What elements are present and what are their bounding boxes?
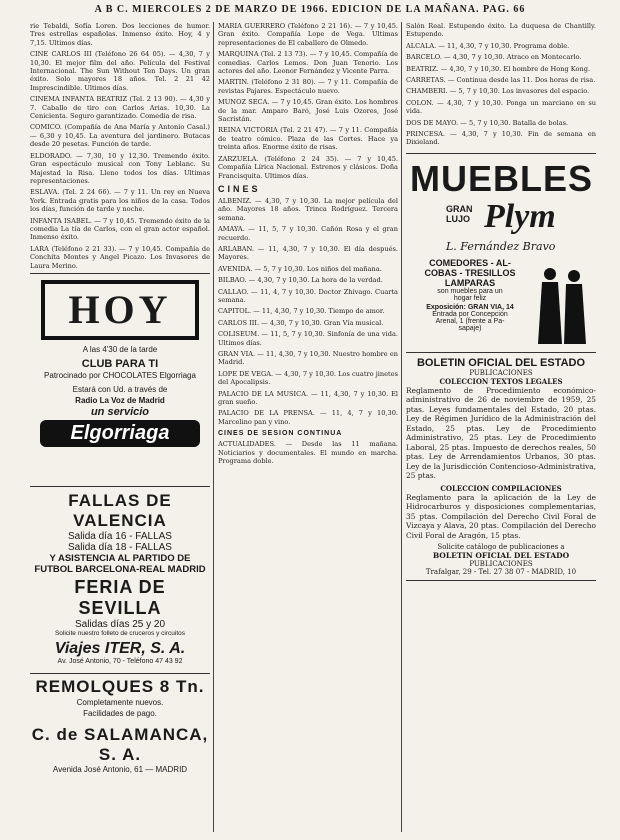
- plym-logo: Plym: [484, 197, 556, 235]
- cine-listing: ALBENIZ. — 4,30, 7 y 10,30. La mejor película del año. Mayores 18 años. Trinca Rodríguez. Tercera semana.: [218, 196, 398, 222]
- cine-listing: PALACIO DE LA MUSICA. — 11, 4,30, 7 y 10,30. El gran sueño.: [218, 389, 398, 407]
- muebles-advertisement: [406, 153, 596, 353]
- listing-paragraph: DOS DE MAYO. — 5, 7 y 10,30. Batalla de bolas.: [406, 118, 569, 127]
- listing-paragraph: CINE CARLOS III (Teléfono 26 64 05). — 4,30, 7 y 10,30. El mejor film del año. Película del Festival Internacional. The Sun Without Ten Days. Un gran éxito. Solo mayores 18 años. Tel. 2 21 42 Imprescindible. Ultimos días.: [30, 50, 210, 92]
- listing-paragraph: ESLAVA. (Tel. 2 24 66). — 7 y 11. Un rey en Nueva York. Entrada gratis para los niños de la casa. Todos los días, función de tarde y noche.: [30, 188, 210, 214]
- remolques-line: Facilidades de pago.: [83, 708, 157, 718]
- cine-listing: CARLOS III. — 4,30, 7 y 10,30. Gran Vía musical.: [218, 318, 384, 327]
- continua-listing: ACTUALIDADES. — Desde las 11 mañana. Noticiarios y documentales. El mundo en marcha. Programa doble.: [218, 440, 398, 466]
- continua-heading: CINES DE SESION CONTINUA: [218, 430, 343, 438]
- listing-paragraph: INFANTA ISABEL. — 7 y 10,45. Tremendo éxito de la comedia La tía de Carlos, con el gran actor español. Inmenso éxito.: [30, 216, 210, 242]
- muebles-sepaje: sapaje): [458, 324, 482, 332]
- muebles-expo: Exposición: GRAN VIA, 14: [426, 303, 514, 311]
- cine-listing: ARLABAN. — 11, 4,30, 7 y 10,30. El día después. Mayores.: [218, 244, 398, 262]
- hoy-time: A las 4'30 de la tarde: [82, 344, 158, 354]
- hoy-service: un servicio: [90, 405, 150, 418]
- cine-listing: PALACIO DE LA PRENSA. — 11, 4, 7 y 10,30. Marcelino pan y vino.: [218, 409, 398, 426]
- fallas-line: Y ASISTENCIA AL PARTIDO DE: [49, 552, 191, 564]
- muebles-entrada: Entrada por Concepción: [432, 310, 508, 318]
- listing-paragraph: MARTIN. (Teléfono 2 31 80). — 7 y 11. Compañía de revistas Pajares. Espectáculo nuevo.: [218, 78, 398, 95]
- muebles-line: son muebles para un: [437, 287, 503, 295]
- listing-paragraph: REINA VICTORIA (Tel. 2 21 47). — 7 y 11. Compañía de teatro cómico. Plaza de las Cortes. Hace ya treinta años. Enorme éxito de risas.: [218, 126, 398, 152]
- fallas-advertisement: [30, 486, 210, 673]
- salamanca-address: Avenida José Antonio, 61 — MADRID: [52, 764, 188, 774]
- muebles-line: COBAS - TRESILLOS: [424, 267, 516, 278]
- fallas-title: FALLAS DE VALENCIA: [68, 490, 172, 530]
- column-rule: [401, 22, 402, 832]
- listing-paragraph: CARRETAS. — Continua desde las 11. Dos horas de risa.: [406, 76, 596, 85]
- listing-paragraph: rie Tebaldi, Sofía Loren. Dos lecciones de humor. Tres estrellas españolas. Inmenso éxito. Hoy, 4 y 7,15. Ultimos días.: [30, 22, 210, 47]
- boletin-footer: BOLETIN OFICIAL DEL ESTADO: [432, 551, 570, 561]
- remolques-title: REMOLQUES 8 Tn.: [35, 676, 205, 696]
- listing-paragraph: ZARZUELA. (Teléfono 2 24 35). — 7 y 10,45. Compañía Lírica Nacional. Estrenos y clásicos. Doña Francisquita. Ultimos días.: [218, 154, 398, 180]
- column-1: [30, 22, 210, 832]
- column-3: [406, 22, 596, 832]
- elgorriaga-logo: Elgorriaga: [40, 420, 200, 447]
- listing-paragraph: CINEMA INFANTA BEATRIZ (Tel. 2 13 90). — 4,30 y 7. Caballo de tiro con Carlos Arias. 10,30. La Cenicienta. Seguro garantizado. Comedia de risa.: [30, 95, 210, 121]
- fallas-line: Salida día 18 - FALLAS: [68, 541, 172, 553]
- listing-paragraph: Salón Real. Estupendo éxito. La duquesa de Chantilly. Estupendo.: [406, 22, 596, 39]
- muebles-gran: GRAN: [446, 203, 473, 214]
- muebles-lujo: LUJO: [446, 213, 471, 224]
- cines-heading: CINES: [218, 183, 261, 194]
- listing-paragraph: BEATRIZ. — 4,30, 7 y 10,30. El hombre de Hong Kong.: [406, 64, 591, 73]
- cine-listing: CALLAO. — 11, 4, 7 y 10,30. Doctor Zhivago. Cuarta semana.: [218, 287, 398, 304]
- remolques-line: Completamente nuevos.: [76, 697, 164, 707]
- muebles-line: COMEDORES - AL-: [429, 257, 511, 268]
- cine-listing: AMAYA. — 11, 5, 7 y 10,30. Cañón Rosa y el gran recuerdo.: [218, 225, 398, 242]
- cine-listing: GRAN VIA. — 11, 4,30, 7 y 10,30. Nuestro hombre en Madrid.: [218, 350, 398, 367]
- cine-listing: LOPE DE VEGA. — 4,30, 7 y 10,30. Los cuatro jinetes del Apocalipsis.: [218, 369, 398, 387]
- couple-illustration: [534, 264, 592, 348]
- listing-paragraph: PRINCESA. — 4,30, 7 y 10,30. Fin de semana en Dixieland.: [406, 130, 596, 147]
- cine-listing: CAPITOL. — 11, 4,30, 7 y 10,30. Tiempo de amor.: [218, 307, 385, 316]
- listing-paragraph: CHAMBERI. — 5, 7 y 10,30. Los invasores del espacio.: [406, 87, 590, 96]
- boletin-body: Reglamento de Procedimiento económico-administrativo de 26 de noviembre de 1959, 25 ptas. Leyes fundamentales del Estado, 20 ptas. Ley de Régimen Jurídico de la Administración del Estado, 25 ptas. Ley de Procedimiento Administrativo, 25 ptas. Ley de Procedimiento Laboral, 25 ptas. Impuesto de derechos reales, 50 ptas. Ley de Arrendamientos Urbanos, 30 ptas. Ley de la Jurisdicción Contencioso-Administrativa, 25 ptas.: [406, 385, 596, 481]
- hoy-line: Estará con Ud. a través de: [72, 384, 168, 394]
- boletin-pub2: PUBLICACIONES: [469, 560, 533, 569]
- listing-paragraph: ELDORADO. — 7,30, 10 y 12,30. Tremendo éxito. Gran espectáculo musical con Tony Leblanc. Su Majestad la Risa. Lleno todos los días. Ultimas representaciones.: [30, 151, 210, 185]
- feria-solicite: Solicite nuestro folleto de cruceros y circuitos: [54, 629, 186, 637]
- viajes-iter-address: Av. José Antonio, 70 - Teléfono 47 43 92: [57, 657, 183, 665]
- listing-paragraph: MUNOZ SECA. — 7 y 10,45. Gran éxito. Los hombres de la mar. Amparo Baró, José Luis Ozores, José Sacristán.: [218, 98, 398, 124]
- muebles-line: hogar feliz: [453, 294, 487, 302]
- column-rule: [213, 22, 214, 832]
- fallas-line: Salida día 16 - FALLAS: [68, 530, 172, 542]
- page-header: A B C. MIERCOLES 2 DE MARZO DE 1966. EDICION DE LA MAÑANA. PAG. 66: [94, 4, 526, 15]
- boletin-advertisement: [406, 357, 596, 582]
- boletin-solicite: Solicite catálogo de publicaciones a: [437, 543, 565, 552]
- remolques-advertisement: [30, 673, 210, 784]
- viajes-iter-logo: Viajes ITER, S. A.: [54, 639, 186, 657]
- muebles-arenal: Arenal, 1 (frente a Pa-: [435, 317, 505, 325]
- listing-paragraph: BARCELO. — 4,30, 7 y 10,30. Atraco en Montecarlo.: [406, 53, 582, 62]
- hoy-club: CLUB PARA TI: [81, 357, 159, 370]
- fallas-line: FUTBOL BARCELONA-REAL MADRID: [34, 563, 206, 575]
- hoy-title: HOY: [41, 280, 199, 340]
- boletin-pub: PUBLICACIONES: [469, 368, 533, 377]
- hoy-advertisement: [30, 273, 210, 486]
- boletin-compilaciones: COLECCION COMPILACIONES: [440, 483, 562, 493]
- boletin-title: BOLETIN OFICIAL DEL ESTADO: [416, 356, 586, 369]
- listing-paragraph: COLON. — 4,30, 7 y 10,30. Ponga un marciano en su vida.: [406, 98, 596, 116]
- listing-paragraph: COMICO. (Compañía de Ana María y Antonio Casal.) — 6,30 y 10,45. La aventura del jardinero. Butacas desde 20 pesetas. Función de tarde.: [30, 123, 210, 149]
- cine-listing: AVENIDA. — 5, 7 y 10,30. Los niños del mañana.: [218, 264, 382, 273]
- feria-title: FERIA DE SEVILLA: [74, 576, 166, 618]
- listing-paragraph: LARA (Teléfono 2 21 33). — 7 y 10,45. Compañía de Conchita Montes y Angel Picazo. Los Invasores de Laura Merino.: [30, 244, 210, 270]
- feria-salidas: Salidas días 25 y 20: [74, 618, 166, 630]
- hoy-radio: Radio La Voz de Madrid: [75, 395, 165, 405]
- muebles-line: LAMPARAS: [444, 277, 496, 288]
- cine-listing: COLISEUM. — 11, 5, 7 y 10,30. Sinfonía de una vida. Ultimos días.: [218, 330, 398, 347]
- salamanca-logo: C. de SALAMANCA, S. A.: [31, 724, 209, 764]
- column-2: [218, 22, 398, 832]
- listing-paragraph: ALCALA. — 11, 4,30, 7 y 10,30. Programa doble.: [406, 41, 570, 50]
- listing-paragraph: MARIA GUERRERO (Teléfono 2 21 16). — 7 y 10,45. Gran éxito. Compañía Lope de Vega. Ultimas representaciones de El caballero de Olmedo.: [218, 22, 398, 47]
- boletin-body2: Reglamento para la aplicación de la Ley de Hidrocarburos y disposiciones complementarias, 35 ptas. Compilación del Derecho Civil Foral de Vizcaya y Alava, 20 ptas. Compilación del Derecho Civil Foral de Aragón, 15 ptas.: [406, 492, 596, 540]
- muebles-signature: L. Fernández Bravo: [446, 239, 556, 253]
- hoy-sponsor: Patrocinado por CHOCOLATES Elgorriaga: [44, 370, 196, 380]
- cine-listing: BILBAO. — 4,30, 7 y 10,30. La hora de la verdad.: [218, 276, 383, 285]
- boletin-coleccion: COLECCION TEXTOS LEGALES: [439, 376, 563, 386]
- listing-paragraph: MARQUINA (Tel. 2 13 73). — 7 y 10,45. Compañía de comedias. Carlos Lemos. Don Juan Tenorio. Los actores del año. Leonor Fernández y Vicente Parra.: [218, 50, 398, 76]
- muebles-title: MUEBLES: [410, 157, 594, 199]
- boletin-address: Trafalgar, 29 - Tel. 27 38 07 - MADRID, 10: [425, 568, 577, 577]
